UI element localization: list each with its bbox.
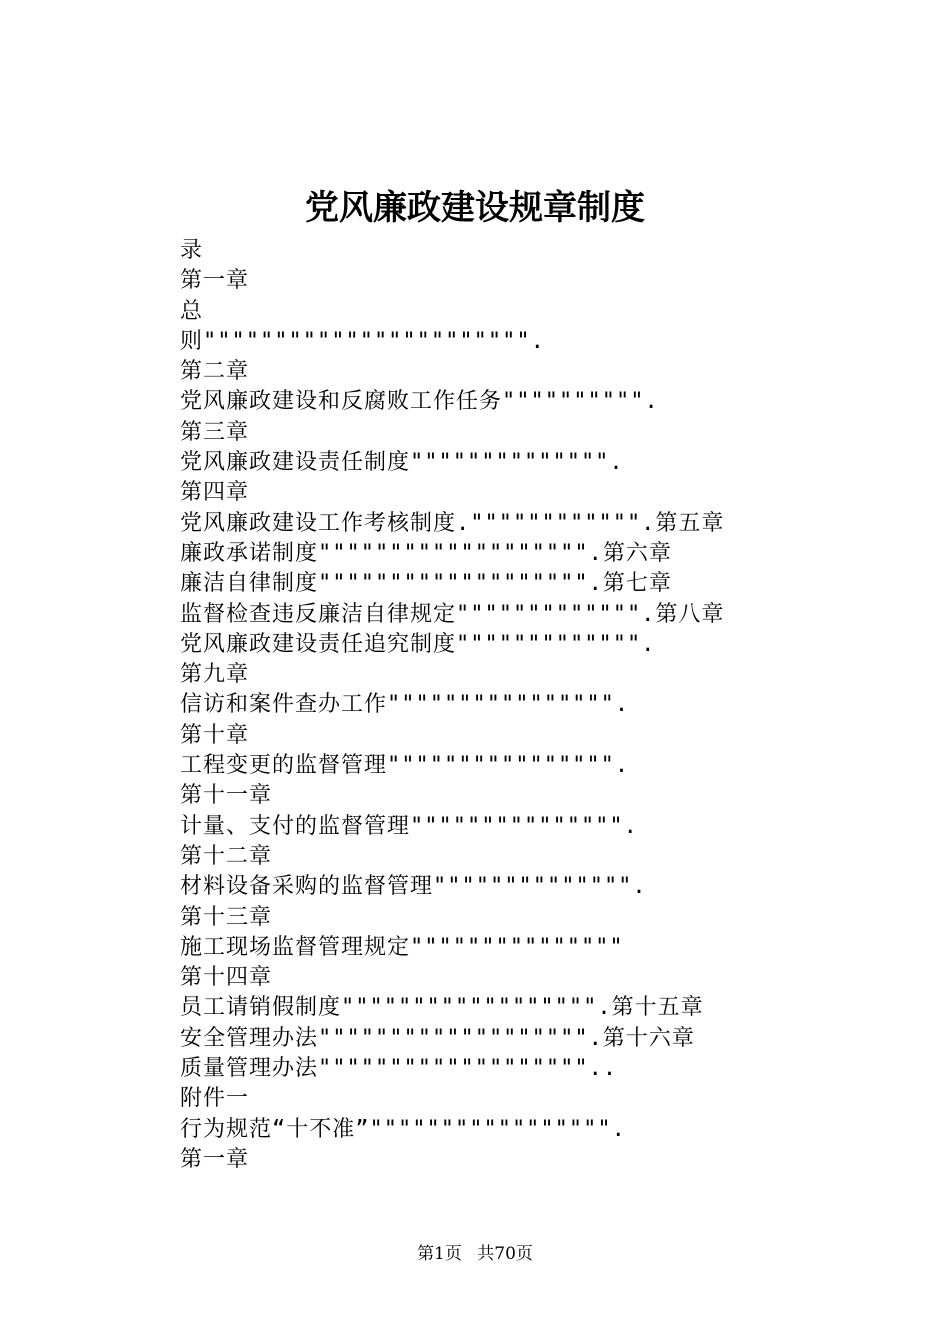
toc-line: 第四章 — [180, 480, 250, 506]
page-title: 党风廉政建设规章制度 — [305, 188, 645, 228]
toc-line: 第九章 — [180, 662, 250, 688]
toc-line: 附件一 — [180, 1086, 250, 1112]
toc-line: 第十章 — [180, 722, 250, 748]
toc-line: 材料设备采购的监督管理"""""""""""""". — [180, 874, 647, 900]
toc-line: 党风廉政建设责任制度"""""""""""""". — [180, 450, 624, 476]
toc-line: 则""""""""""""""""""""""". — [180, 328, 545, 354]
toc-line: 工程变更的监督管理"""""""""""""""". — [180, 753, 630, 779]
toc-line: 信访和案件查办工作"""""""""""""""". — [180, 692, 630, 718]
toc-line: 党风廉政建设工作考核制度."""""""""""".第五章 — [180, 510, 725, 536]
toc-line: 廉政承诺制度""""""""""""""""""".第六章 — [180, 540, 672, 566]
page-number: 第1页 — [417, 1244, 462, 1264]
toc-line: 第十二章 — [180, 843, 273, 869]
toc-line: 党风廉政建设责任追究制度""""""""""""". — [180, 631, 656, 657]
toc-line: 第一章 — [180, 1146, 250, 1172]
toc-line: 计量、支付的监督管理""""""""""""""". — [180, 813, 638, 839]
toc-line: 员工请销假制度"""""""""""""""""".第十五章 — [180, 995, 704, 1021]
toc-line: 监督检查违反廉洁自律规定""""""""""""".第八章 — [180, 601, 725, 627]
page-footer — [0, 1242, 950, 1266]
page-total: 共70页 — [477, 1244, 533, 1264]
toc-line: 施工现场监督管理规定""""""""""""""" — [180, 934, 624, 960]
toc-line: 总 — [180, 298, 204, 324]
toc-line: 第十一章 — [180, 783, 273, 809]
toc-line: 第二章 — [180, 359, 250, 385]
toc-line: 第三章 — [180, 419, 250, 445]
toc-line: 行为规范“十不准”""""""""""""""""". — [180, 1116, 626, 1142]
toc-line: 第十四章 — [180, 965, 273, 991]
toc-line: 安全管理办法""""""""""""""""""".第十六章 — [180, 1025, 695, 1051]
toc-line: 党风廉政建设和反腐败工作任务"""""""""". — [180, 389, 659, 415]
toc-line: 录 — [180, 238, 204, 263]
toc-line: 第一章 — [180, 268, 250, 294]
table-of-contents — [180, 236, 820, 1175]
toc-line: 廉洁自律制度""""""""""""""""""".第七章 — [180, 571, 672, 597]
toc-line: 质量管理办法""""""""""""""""""".. — [180, 1056, 618, 1082]
toc-line: 第十三章 — [180, 904, 273, 930]
